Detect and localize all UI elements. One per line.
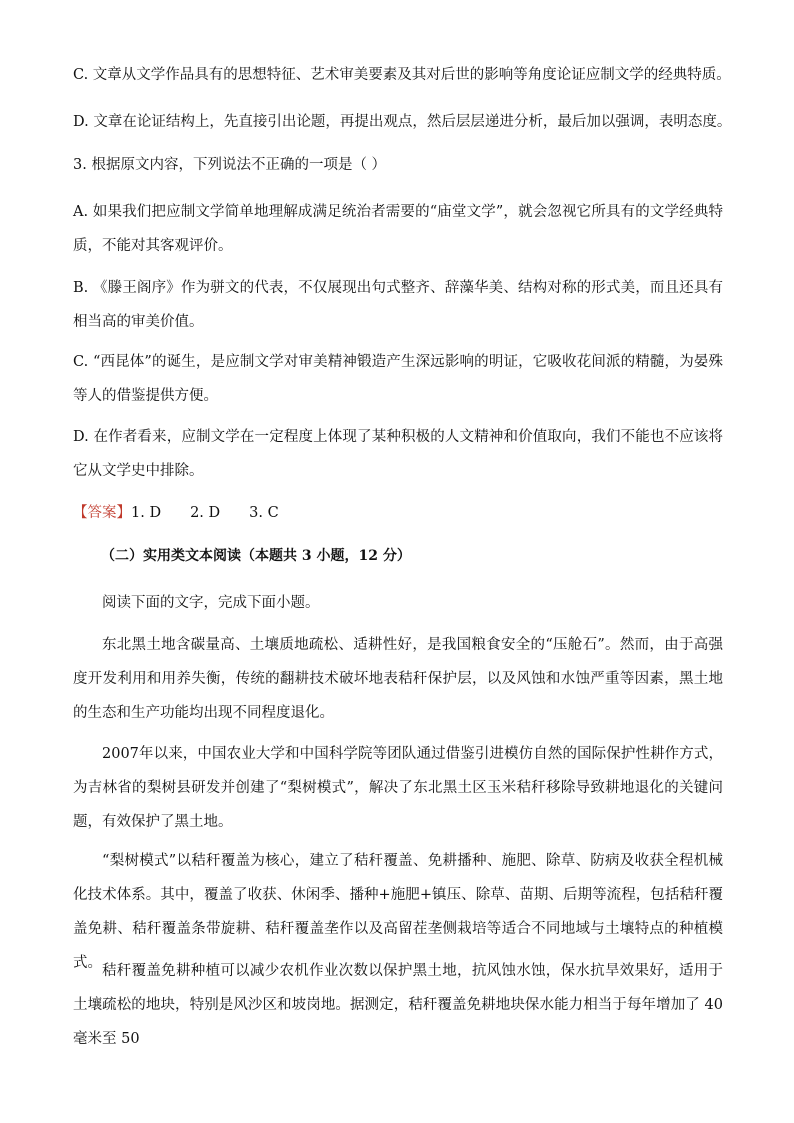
option-2c: C. 文章从文学作品具有的思想特征、艺术审美要素及其对后世的影响等角度论证应制文学的经典特质。	[73, 67, 731, 83]
question-3-stem: 3. 根据原文内容，下列说法不正确的一项是（ ）	[73, 157, 387, 173]
option-3c: C. “西昆体”的诞生，是应制文学对审美精神锻造产生深远影响的明证，它吸收花间派的精髓，为晏殊等人的借鉴提供方便。	[73, 354, 723, 404]
option-3b: B. 《滕王阁序》作为骈文的代表，不仅展现出句式整齐、辞藻华美、结构对称的形式美，而且还具有相当高的审美价值。	[73, 280, 723, 330]
answer-tag: 【答案】	[73, 505, 131, 521]
option-3d: D. 在作者看来，应制文学在一定程度上体现了某种积极的人文精神和价值取向，我们不能也不应该将它从文学史中排除。	[73, 429, 723, 479]
option-2d: D. 文章在论证结构上，先直接引出论题，再提出观点，然后层层递进分析，最后加以强调，表明态度。	[73, 114, 732, 130]
body-paragraph-4: 秸秆覆盖免耕种植可以减少农机作业次数以保护黑土地，抗风蚀水蚀，保水抗旱效果好，适用于土壤疏松的地块，特别是风沙区和坡岗地。据测定，秸秆覆盖免耕地块保水能力相当于每年增加了 40 毫米至 50	[73, 963, 723, 1047]
reading-instruction: 阅读下面的文字，完成下面小题。	[102, 595, 320, 611]
section-title: （二）实用类文本阅读（本题共 3 小题，12 分）	[101, 548, 411, 564]
body-paragraph-3: “梨树模式”以秸秆覆盖为核心，建立了秸秆覆盖、免耕播种、施肥、除草、防病及收获全程机械化技术体系。其中，覆盖了收获、休闲季、播种+施肥+镇压、除草、苗期、后期等流程，包括秸秆覆盖免耕、秸秆覆盖条带旋耕、秸秆覆盖垄作以及高留茬垄侧栽培等适合不同地域与土壤特点的种植模式。	[73, 853, 723, 971]
body-paragraph-2: 2007年以来，中国农业大学和中国科学院等团队通过借鉴引进模仿自然的国际保护性耕作方式，为吉林省的梨树县研发并创建了“梨树模式”，解决了东北黑土区玉米秸秆移除导致耕地退化的关键问题，有效保护了黑土地。	[73, 746, 723, 830]
answer-line	[73, 498, 723, 528]
option-3a: A. 如果我们把应制文学简单地理解成满足统治者需要的“庙堂文学”，就会忽视它所具有的文学经典特质，不能对其客观评价。	[73, 204, 723, 254]
body-paragraph-1: 东北黑土地含碳量高、土壤质地疏松、适耕性好，是我国粮食安全的“压舱石”。然而，由于高强度开发利用和用养失衡，传统的翻耕技术破坏地表秸秆保护层，以及风蚀和水蚀严重等因素，黑土地的生态和生产功能均出现不同程度退化。	[73, 637, 723, 721]
answer-text: 1. D 2. D 3. C	[131, 505, 279, 521]
